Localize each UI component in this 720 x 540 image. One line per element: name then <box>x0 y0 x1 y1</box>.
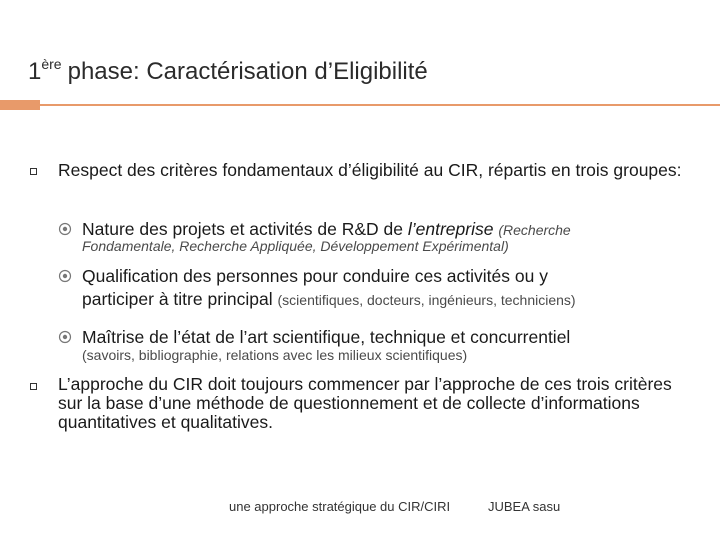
accent-divider <box>40 104 720 106</box>
target-bullet-icon <box>58 222 72 236</box>
sub-item-3-main: Maîtrise de l’état de l’art scientifique, technique et concurrentiel <box>82 327 571 347</box>
sub-item-2-detail: (scientifiques, docteurs, ingénieurs, techniciens) <box>277 292 576 308</box>
target-bullet-icon <box>58 269 72 283</box>
sub-item-1-main: Nature des projets et activités de R&D de <box>82 219 408 239</box>
footer-caption: une approche stratégique du CIR/CIRI <box>229 499 451 514</box>
target-bullet-icon <box>58 330 72 344</box>
accent-block <box>0 100 40 110</box>
bullet-text-2: L’approche du CIR doit toujours commencer par l’approche de ces trois critères sur la base d’une méthode de questionnement et de collecte d’informations quantitatives et qualitatives. <box>58 374 672 432</box>
sub-item-1-detail: (Recherche <box>498 222 571 238</box>
sub-item-1-detail-wrap: Fondamentale, Recherche Appliquée, Développement Expérimental) <box>82 238 509 254</box>
sub-item-3-detail-wrap: (savoirs, bibliographie, relations avec les milieux scientifiques) <box>82 347 468 363</box>
bullet-text-1: Respect des critères fondamentaux d’éligibilité au CIR, répartis en trois groupes: <box>58 160 682 180</box>
sub-item-2-line2 <box>82 288 576 311</box>
sub-item-2-main: participer à titre principal <box>82 289 273 309</box>
sub-item-1-emphasis: l’entreprise <box>407 219 494 239</box>
page-title <box>28 56 428 86</box>
title-superscript: ère <box>41 56 62 72</box>
sub-item-2-line1: Qualification des personnes pour conduire ces activités ou y <box>82 266 548 286</box>
footer-company: JUBEA sasu <box>488 499 561 514</box>
square-bullet-icon <box>30 168 37 175</box>
square-bullet-icon <box>30 383 37 390</box>
title-number: 1 <box>28 58 42 85</box>
title-text: phase: Caractérisation d’Eligibilité <box>67 58 428 85</box>
